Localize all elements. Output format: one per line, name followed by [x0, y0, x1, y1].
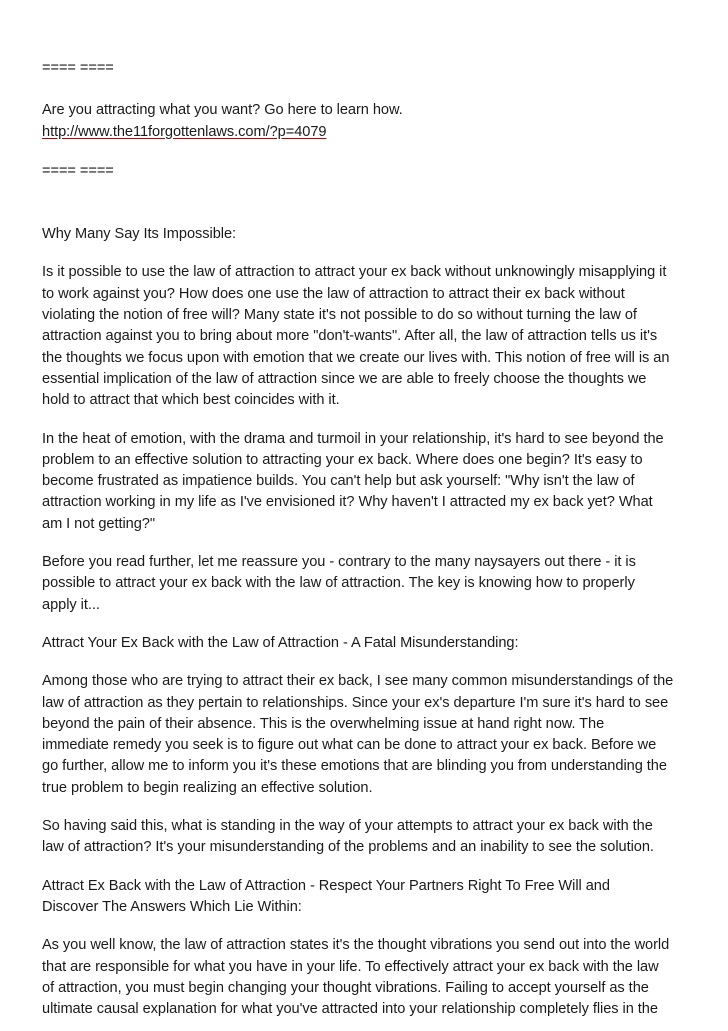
paragraph-line: of attraction, you must begin changing your thought vibrations. Failing to accept yourself as the: [42, 979, 649, 996]
heading-line: Discover The Answers Which Lie Within:: [42, 898, 302, 915]
paragraph-line: attraction working in my life as I've envisioned it? Why haven't I attracted my ex back yet? What: [42, 494, 653, 511]
paragraph-line: Among those who are trying to attract their ex back, I see many common misunderstandings of the: [42, 673, 674, 690]
document-page: [42, 58, 692, 1020]
heading-why-impossible: Why Many Say Its Impossible:: [42, 226, 237, 243]
paragraph-line: beyond the pain of their absence. This is the overwhelming issue at hand right now. The: [42, 715, 605, 732]
paragraph-2: [42, 429, 692, 535]
paragraph-line: As you well know, the law of attraction states it's the thought vibrations you send out into the world: [42, 937, 670, 954]
paragraph-line: ultimate causal explanation for what you've attracted into your relationship completely flies in the: [42, 1001, 658, 1018]
paragraph-line: the thoughts we focus upon with emotion that we create our lives with. This notion of free will is an: [42, 349, 670, 366]
paragraph-line: law of attraction as they pertain to relationships. Since your ex's departure I'm sure it's hard to see: [42, 694, 669, 711]
paragraph-line: that are responsible for what you have in your life. To effectively attract your ex back with the law: [42, 958, 659, 975]
paragraph-line: attraction against you to bring about more "don't-wants". After all, the law of attraction tells us it's: [42, 328, 658, 345]
paragraph-line: Before you read further, let me reassure you - contrary to the many naysayers out there - it is: [42, 554, 636, 571]
paragraph-line: So having said this, what is standing in the way of your attempts to attract your ex back with the: [42, 818, 653, 835]
promo-link[interactable]: http://www.the11forgottenlaws.com/?p=4079: [42, 123, 327, 140]
paragraph-line: possible to attract your ex back with the law of attraction. The key is knowing how to properly: [42, 575, 635, 592]
paragraph-line: Is it possible to use the law of attraction to attract your ex back without unknowingly misapplying it: [42, 264, 667, 281]
paragraph-line: violating the notion of free will? Many state it's not possible to do so without turning the law of: [42, 307, 637, 324]
paragraph-line: am I not getting?": [42, 515, 155, 532]
separator-bottom: ==== ====: [42, 162, 114, 179]
paragraph-line: become frustrated as impatience builds. You can't help but ask yourself: "Why isn't the law of: [42, 473, 635, 490]
paragraph-5: [42, 816, 692, 859]
promo-text: Are you attracting what you want? Go here to learn how.: [42, 102, 403, 119]
paragraph-line: law of attraction? It's your misunderstanding of the problems and an inability to see the solution.: [42, 839, 654, 856]
paragraph-6: [42, 935, 692, 1020]
paragraph-4: [42, 671, 692, 799]
paragraph-3: [42, 552, 692, 616]
paragraph-line: go further, allow me to inform you it's these emotions that are blinding you from understanding the: [42, 758, 667, 775]
paragraph-line: to work against you? How does one use the law of attraction to attract their ex back without: [42, 285, 625, 302]
paragraph-line: hold to attract that which best coincides with it.: [42, 392, 340, 409]
separator-top: ==== ====: [42, 60, 114, 76]
heading-fatal-misunderstanding: Attract Your Ex Back with the Law of Attraction - A Fatal Misunderstanding:: [42, 634, 519, 651]
paragraph-line: true problem to begin realizing an effective solution.: [42, 779, 373, 796]
heading-respect-free-will: [42, 876, 692, 919]
paragraph-line: In the heat of emotion, with the drama and turmoil in your relationship, it's hard to see beyond the: [42, 430, 664, 447]
heading-line: Attract Ex Back with the Law of Attraction - Respect Your Partners Right To Free Will and: [42, 877, 610, 894]
paragraph-line: immediate remedy you seek is to figure out what can be done to attract your ex back. Before we: [42, 737, 657, 754]
paragraph-line: problem to an effective solution to attracting your ex back. Where does one begin? It's easy to: [42, 451, 643, 468]
paragraph-1: [42, 262, 692, 411]
paragraph-line: apply it...: [42, 596, 100, 613]
paragraph-line: essential implication of the law of attraction since we are able to freely choose the thoughts we: [42, 370, 647, 387]
